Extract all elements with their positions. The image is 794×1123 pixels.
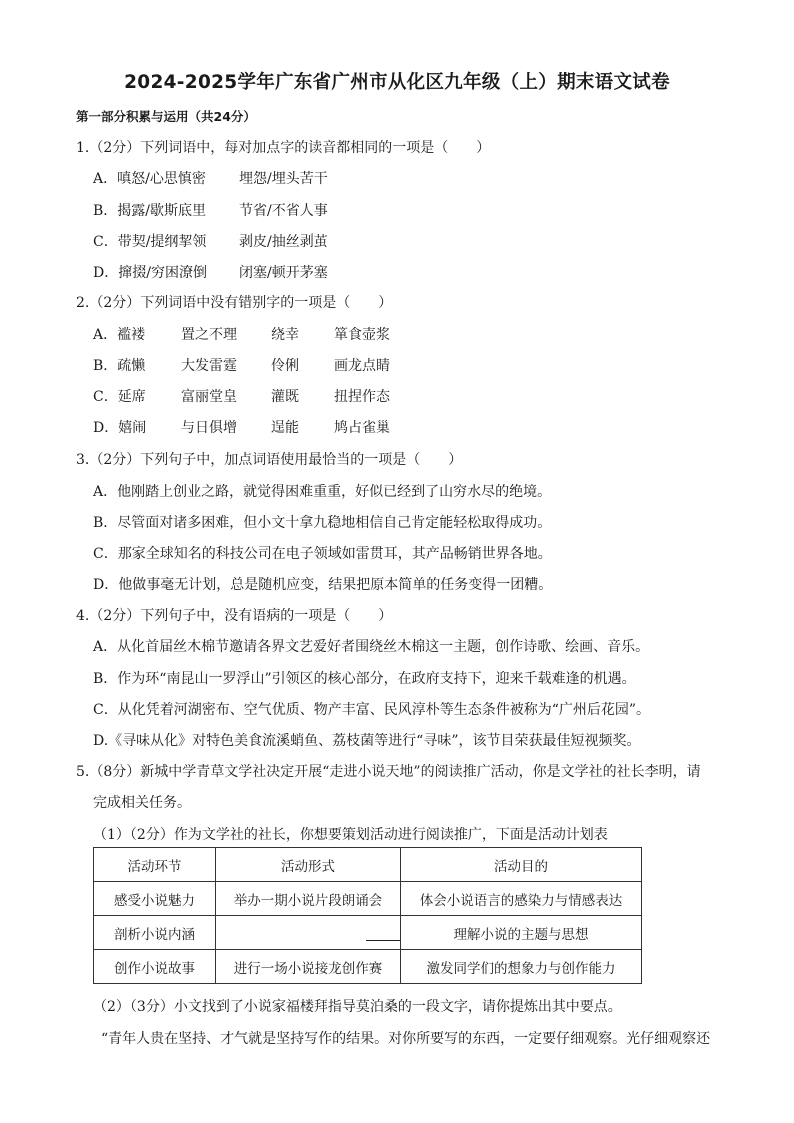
q3-option-b: B．尽管面对诸多困难，但小文十拿九稳地相信自己肯定能轻松取得成功。 [93,515,552,531]
word: B．疏懒 [93,358,146,374]
word: 灌既 [271,389,299,405]
table-row [94,916,642,950]
word: 置之不理 [181,327,237,343]
table-cell: 感受小说魅力 [94,882,216,916]
q2-option-b [93,355,390,375]
q5-quote: “青年人贵在坚持、才气就是坚持写作的结果。对你所要写的东西，一定要仔细观察。光仔细观察还 [101,1031,711,1047]
answer-blank[interactable] [366,926,400,941]
question-4-stem: 4.（2分）下列句子中，没有语病的一项是（ ） [76,608,393,624]
word: 逞能 [271,420,299,436]
table-row [94,950,642,984]
q3-option-a: A．他刚踏上创业之路，就觉得困难重重，好似已经到了山穷水尽的绝境。 [93,484,552,500]
q4-option-d: D.《寻味从化》对特色美食流溪蛸鱼、荔枝菌等进行“寻味”，该节目荣获最佳短视频奖。 [93,733,641,749]
word: 与日俱增 [181,420,237,436]
q5-sub-2: （2）（3分）小文找到了小说家福楼拜指导莫泊桑的一段文字，请你提炼出其中要点。 [93,999,622,1015]
q2-option-c [93,386,390,406]
table-cell: 理解小说的主题与思想 [401,916,642,950]
option-pair: 节省/不省人事 [239,203,328,219]
question-2-stem: 2.（2分）下列词语中没有错别字的一项是（ ） [76,295,393,311]
table-cell: 激发同学们的想象力与创作能力 [401,950,642,984]
table-cell: 进行一场小说接龙创作赛 [216,950,401,984]
table-cell: 剖析小说内涵 [94,916,216,950]
q1-option-d [93,262,328,282]
word: 鸠占雀巢 [334,420,390,436]
option-pair: 埋怨/埋头苦干 [239,171,328,187]
word: 绕幸 [271,327,299,343]
table-cell: 体会小说语言的感染力与情感表达 [401,882,642,916]
option-label: D．撺掇/穷困潦倒 [93,265,207,281]
q4-option-b: B．作为环“南昆山一罗浮山”引领区的核心部分，在政府支持下，迎来千载难逢的机遇。 [93,671,636,687]
q1-option-a [93,168,328,188]
q4-option-c: C．从化凭着河湖密布、空气优质、物产丰富、民风淳朴等生态条件被称为“广州后花园”。 [93,702,651,718]
word: D．嬉闹 [93,420,147,436]
option-label: A．嗔怒/心思慎密 [93,171,206,187]
table-header-cell: 活动目的 [401,848,642,882]
q3-option-c: C．那家全球知名的科技公司在电子领域如雷贯耳，其产品畅销世界各地。 [93,546,552,562]
section-heading: 第一部分积累与运用（共24分） [76,109,256,124]
question-1-stem: 1.（2分）下列词语中，每对加点字的读音都相同的一项是（ ） [76,140,491,156]
table-header-row [94,848,642,882]
option-label: C．带契/提纲挈领 [93,234,207,250]
q4-option-a: A．从化首届丝木棉节邀请各界文艺爱好者围绕丝木棉这一主题，创作诗歌、绘画、音乐。 [93,639,650,655]
q1-option-b [93,200,328,220]
word: 富丽堂皇 [181,389,237,405]
question-5-stem: 5.（8分）新城中学青草文学社决定开展“走进小说天地”的阅读推广活动，你是文学社的社长李明，请 [76,764,701,780]
table-header-cell: 活动环节 [94,848,216,882]
activity-plan-table [93,847,642,984]
question-5-stem-cont: 完成相关任务。 [93,795,191,811]
word: 画龙点睛 [334,358,390,374]
word: 扭捏作态 [334,389,390,405]
word: C．延席 [93,389,146,405]
table-row [94,882,642,916]
q2-option-d [93,417,390,437]
option-pair: 闭塞/顿开茅塞 [239,265,328,281]
q3-option-d: D．他做事毫无计划，总是随机应变，结果把原本简单的任务变得一团糟。 [93,577,553,593]
q5-sub-1: （1）（2分）作为文学社的社长，你想要策划活动进行阅读推广，下面是活动计划表 [93,827,608,843]
q1-option-c [93,231,328,251]
table-header-cell: 活动形式 [216,848,401,882]
word: 箪食壶浆 [334,327,390,343]
q2-option-a [93,324,390,344]
question-3-stem: 3.（2分）下列句子中，加点词语使用最恰当的一项是（ ） [76,452,463,468]
word: 伶俐 [271,358,299,374]
word: A．褴褛 [93,327,146,343]
table-cell: 举办一期小说片段朗诵会 [216,882,401,916]
option-pair: 剥皮/抽丝剥茧 [239,234,328,250]
exam-title: 2024-2025学年广东省广州市从化区九年级（上）期末语文试卷 [124,72,670,93]
word: 大发雷霆 [181,358,237,374]
table-cell: 创作小说故事 [94,950,216,984]
option-label: B．揭露/歇斯底里 [93,203,207,219]
answer-blank-cell[interactable] [216,916,401,950]
